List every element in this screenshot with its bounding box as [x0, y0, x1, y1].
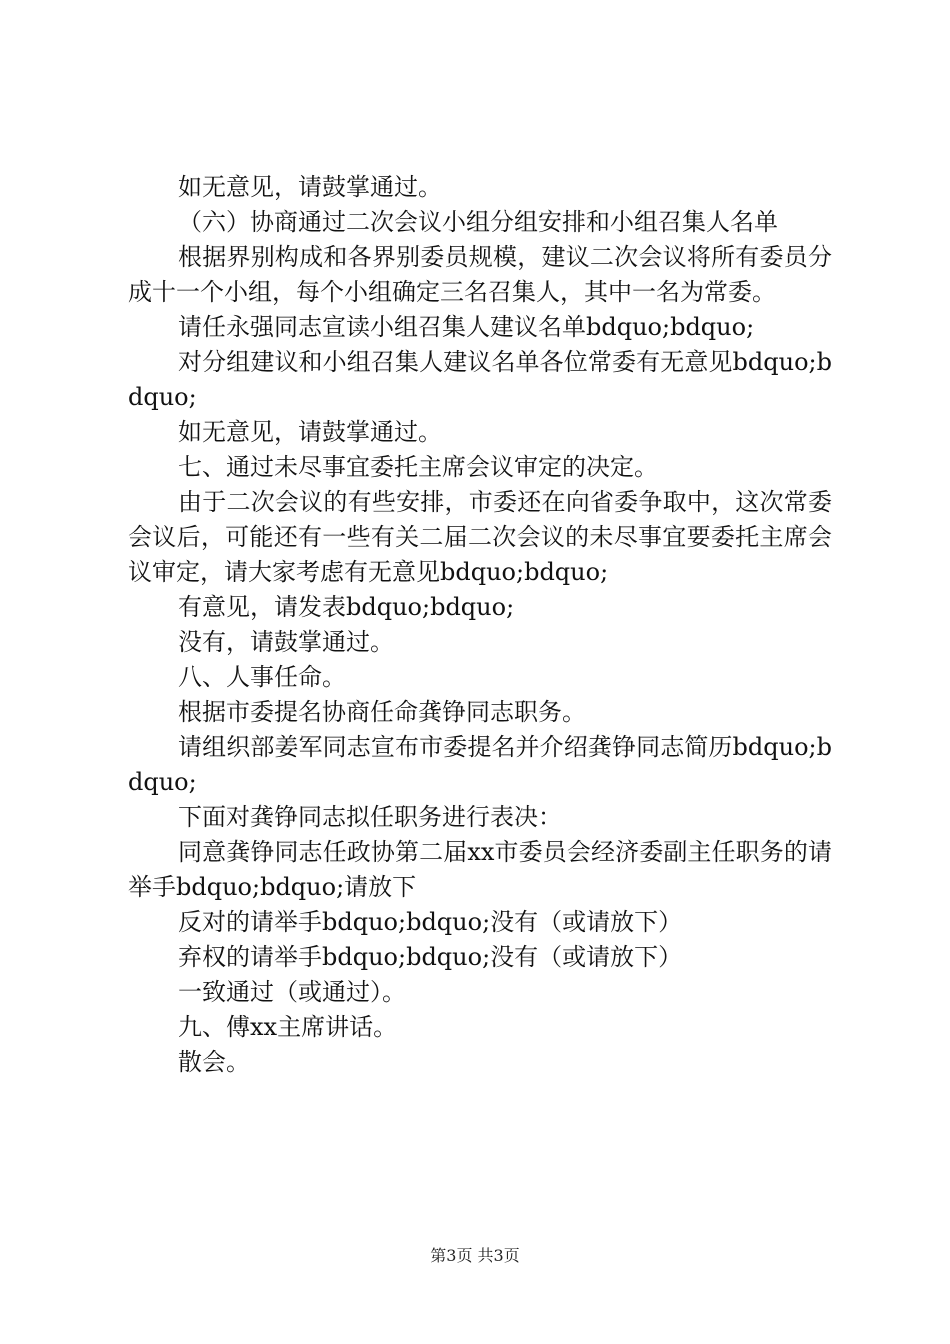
paragraph: 根据界别构成和各界别委员规模，建议二次会议将所有委员分成十一个小组，每个小组确定三名召集人，其中一名为常委。 [128, 243, 832, 306]
paragraph: 如无意见，请鼓掌通过。 [178, 418, 442, 446]
section-heading: 七、通过未尽事宜委托主席会议审定的决定。 [178, 453, 658, 481]
paragraph: 反对的请举手bdquo;bdquo;没有（或请放下） [178, 908, 683, 936]
paragraph: 请任永强同志宣读小组召集人建议名单bdquo;bdquo; [178, 313, 755, 341]
paragraph: 下面对龚铮同志拟任职务进行表决： [178, 803, 562, 831]
page-footer [0, 1243, 950, 1266]
paragraph: 没有，请鼓掌通过。 [178, 628, 394, 656]
paragraph: （六）协商通过二次会议小组分组安排和小组召集人名单 [178, 208, 778, 236]
page-number: 第3页 共3页 [430, 1246, 520, 1265]
paragraph: 根据市委提名协商任命龚铮同志职务。 [178, 698, 586, 726]
paragraph: 对分组建议和小组召集人建议名单各位常委有无意见bdquo;bdquo; [128, 348, 832, 411]
paragraph: 同意龚铮同志任政协第二届xx市委员会经济委副主任职务的请举手bdquo;bdquo;请放下 [128, 838, 832, 901]
paragraph: 弃权的请举手bdquo;bdquo;没有（或请放下） [178, 943, 683, 971]
paragraph: 有意见，请发表bdquo;bdquo; [178, 593, 515, 621]
document-body [128, 170, 832, 1080]
section-heading: 九、傅xx主席讲话。 [178, 1013, 398, 1041]
paragraph: 一致通过（或通过）。 [178, 978, 406, 1006]
section-heading: 八、人事任命。 [178, 663, 346, 691]
paragraph: 由于二次会议的有些安排，市委还在向省委争取中，这次常委会议后，可能还有一些有关二届二次会议的未尽事宜要委托主席会议审定，请大家考虑有无意见bdquo;bdquo; [128, 488, 832, 586]
paragraph: 请组织部姜军同志宣布市委提名并介绍龚铮同志简历bdquo;bdquo; [128, 733, 832, 796]
paragraph: 如无意见，请鼓掌通过。 [178, 173, 442, 201]
paragraph: 散会。 [178, 1048, 250, 1076]
